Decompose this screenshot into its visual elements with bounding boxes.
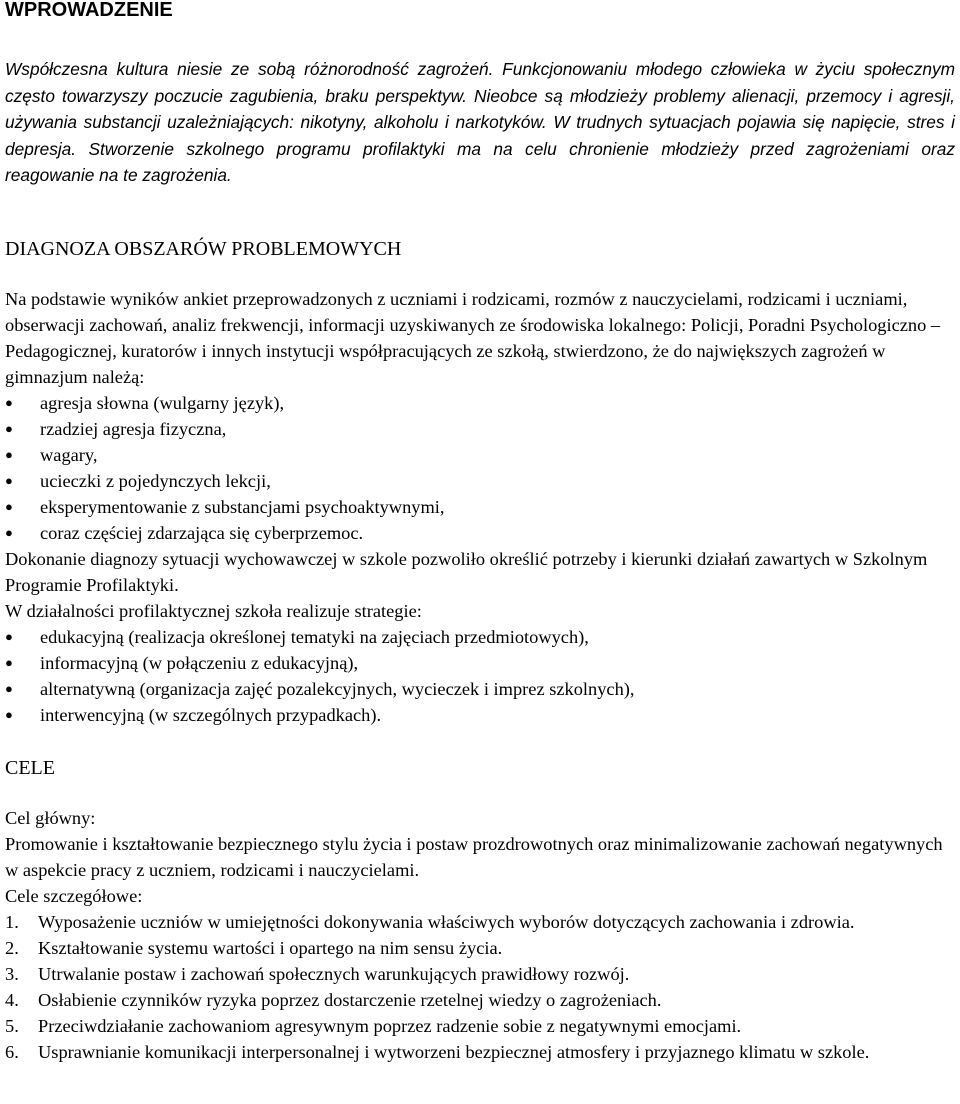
diagnosis-summary (5, 546, 955, 725)
item-text: Usprawnianie komunikacji interpersonalnej i wytworzeni bezpiecznej atmosfery i przyjaznego klimatu w szkole. (38, 1042, 870, 1062)
goals-section (5, 805, 955, 1062)
list-item (5, 961, 955, 987)
list-item (5, 935, 955, 961)
risks-list (5, 390, 955, 546)
item-text: Kształtowanie systemu wartości i opartego na nim sensu życia. (38, 938, 503, 958)
strategies-list (5, 624, 955, 728)
list-item (5, 909, 955, 935)
list-item: ● coraz częściej zdarzająca się cyberprzemoc. (5, 520, 955, 546)
list-item: ● agresja słowna (wulgarny język), (5, 390, 955, 416)
list-item: ● interwencyjną (w szczególnych przypadkach). (5, 702, 955, 728)
item-text: Przeciwdziałanie zachowaniom agresywnym poprzez radzenie sobie z negatywnymi emocjami. (38, 1016, 742, 1036)
item-text: Utrwalanie postaw i zachowań społecznych warunkujących prawidłowy rozwój. (38, 964, 630, 984)
list-item: ● eksperymentowanie z substancjami psychoaktywnymi, (5, 494, 955, 520)
strategies-intro: W działalności profilaktycznej szkoła realizuje strategie: (5, 601, 422, 621)
intro-paragraph: Współczesna kultura niesie ze sobą różnorodność zagrożeń. Funkcjonowaniu młodego człowieka w życiu społecznym często towarzyszy poczucie zagubienia, braku perspektyw. Nieobce są młodzieży problemy alienacji, przemocy i agresji, używania substancji uzależniających: nikotyny, alkoholu i narkotyków. W trudnych sytuacjach pojawia się napięcie, stres i depresja. Stworzenie szkolnego programu profilaktyki ma na celu chronienie młodzieży przed zagrożeniami oraz reagowanie na te zagrożenia. (5, 59, 955, 186)
list-item: ● rzadziej agresja fizyczna, (5, 416, 955, 442)
diagnosis-summary-text: Dokonanie diagnozy sytuacji wychowawczej w szkole pozwoliło określić potrzeby i kierunki działań zawartych w Szkolnym Programie Profilaktyki. (5, 549, 928, 595)
list-item: ● wagary, (5, 442, 955, 468)
list-item: ● informacyjną (w połączeniu z edukacyjną), (5, 650, 955, 676)
specific-goals-list (5, 909, 955, 1065)
item-number: 1. (5, 912, 19, 932)
item-number: 2. (5, 938, 19, 958)
main-goal-label: Cel główny: (5, 808, 96, 828)
diagnosis-paragraph (5, 286, 955, 543)
list-item: ● alternatywną (organizacja zajęć pozalekcyjnych, wycieczek i imprez szkolnych), (5, 676, 955, 702)
list-item (5, 1013, 955, 1039)
goals-heading: CELE (5, 757, 55, 779)
intro-heading: WPROWADZENIE (5, 0, 173, 21)
list-item (5, 987, 955, 1013)
item-number: 4. (5, 990, 19, 1010)
main-goal-text: Promowanie i kształtowanie bezpiecznego stylu życia i postaw prozdrowotnych oraz minimalizowanie zachowań negatywnych w aspekcie pracy z uczniem, rodzicami i nauczycielami. (5, 834, 943, 880)
list-item: ● edukacyjną (realizacja określonej tematyki na zajęciach przedmiotowych), (5, 624, 955, 650)
list-item: ● ucieczki z pojedynczych lekcji, (5, 468, 955, 494)
item-text: Osłabienie czynników ryzyka poprzez dostarczenie rzetelnej wiedzy o zagrożeniach. (38, 990, 662, 1010)
item-number: 6. (5, 1042, 19, 1062)
item-number: 3. (5, 964, 19, 984)
diagnosis-heading: DIAGNOZA OBSZARÓW PROBLEMOWYCH (5, 238, 402, 260)
item-text: Wyposażenie uczniów w umiejętności dokonywania właściwych wyborów dotyczących zachowania i zdrowia. (38, 912, 855, 932)
list-item (5, 1039, 955, 1065)
specific-goals-label: Cele szczegółowe: (5, 886, 143, 906)
diagnosis-text: Na podstawie wyników ankiet przeprowadzonych z uczniami i rodzicami, rozmów z nauczycielami, rodzicami i uczniami, obserwacji zachowań, analiz frekwencji, informacji uzyskiwanych ze środowiska lokalnego: Policji, Poradni Psychologiczno – Pedagogicznej, kuratorów i innych instytucji współpracujących ze szkołą, stwierdzono, że do największych zagrożeń w gimnazjum należą: (5, 289, 941, 387)
item-number: 5. (5, 1016, 19, 1036)
